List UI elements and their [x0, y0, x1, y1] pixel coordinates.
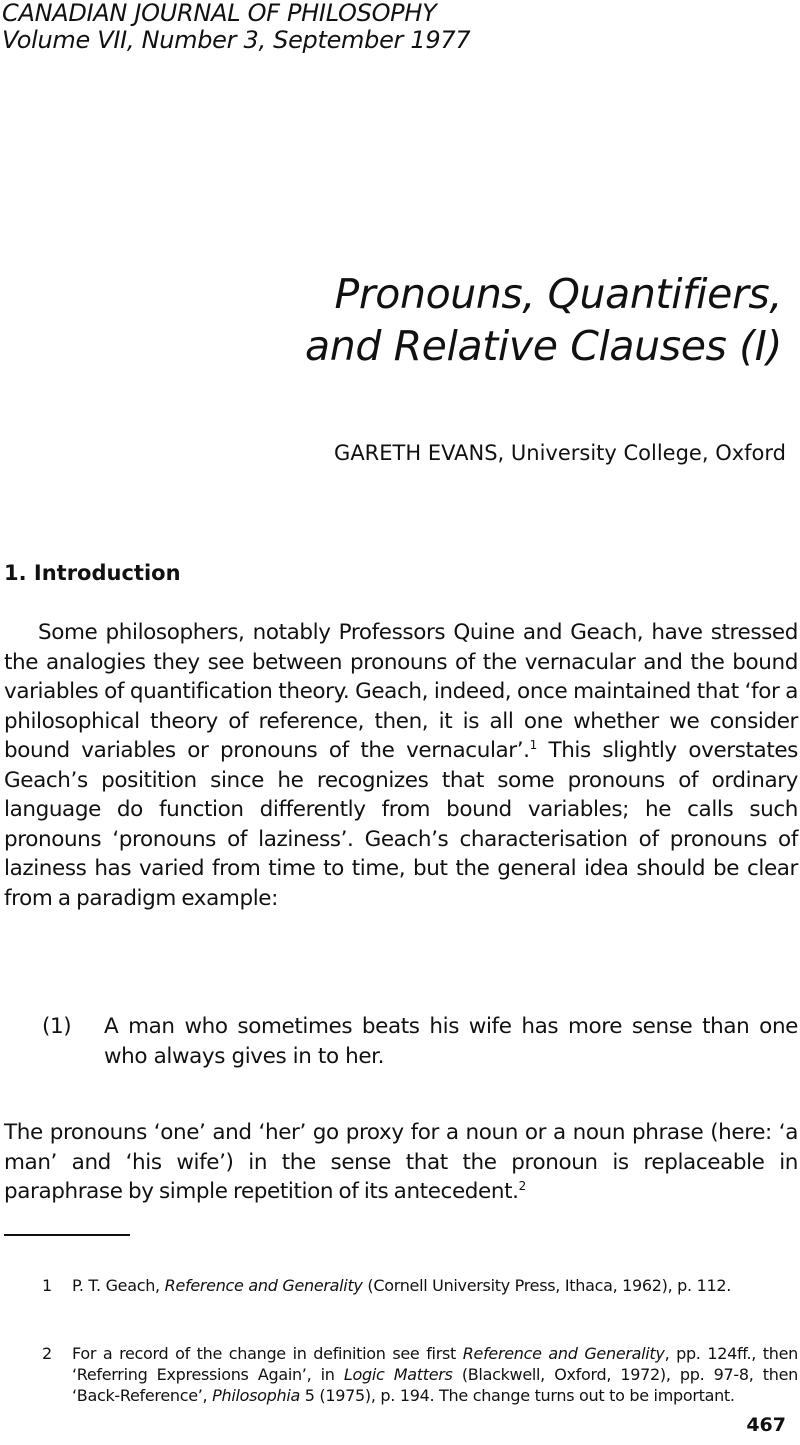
footnote-ref-1[interactable]: 1 — [529, 737, 537, 752]
paragraph-pronouns — [4, 1118, 798, 1207]
section-heading: 1. Introduction — [4, 561, 181, 585]
example-number: (1) — [42, 1014, 72, 1039]
journal-header — [2, 0, 470, 54]
footnote-ref-2[interactable]: 2 — [518, 1178, 526, 1193]
paragraph-2-text: The pronouns ‘one’ and ‘her’ go proxy for a noun or a noun phrase (here: ‘a man’ and ‘his wife’) in the sense that the pronoun is replaceable in paraphrase by simple repetition of its antecedent. — [4, 1120, 798, 1204]
footnote-1-book-title: Reference and Generality — [164, 1276, 363, 1295]
footnote-2-book-title-2: Logic Matters — [343, 1365, 453, 1384]
article-title-line-2: and Relative Clauses (I) — [305, 322, 782, 370]
paragraph-introduction — [4, 618, 798, 913]
journal-issue: Volume VII, Number 3, September 1977 — [2, 26, 471, 54]
paragraph-1-part-2: This slightly overstates Geach’s positition since he recognizes that some pronouns of ordinary language do function differently from bound variables; he calls such pronouns ‘pronouns of laziness’. Geach’s characterisation of pronouns of laziness has varied from time to time, but the general idea should be clear from a paradigm example: — [4, 738, 798, 911]
footnote-1-pre: P. T. Geach, — [72, 1276, 165, 1295]
article-author: GARETH EVANS, University College, Oxford — [334, 441, 786, 465]
footnote-2-journal-title: Philosophia — [212, 1386, 300, 1405]
footnote-1-post: (Cornell University Press, Ithaca, 1962), p. 112. — [362, 1276, 732, 1295]
footnote-2-number: 2 — [42, 1344, 52, 1363]
footnote-2-post: 5 (1975), p. 194. The change turns out to be important. — [299, 1386, 735, 1405]
footnote-2-mid-2: (Blackwell, Oxford, 1972), pp. 97-8, then ‘Back-Reference’, — [72, 1365, 798, 1405]
paragraph-1-part-1: Some philosophers, notably Professors Quine and Geach, have stressed the analogies they see between pronouns of the vernacular and the bound variables of quantification theory. Geach, indeed, once maintained that ‘for a philosophical theory of reference, then, it is all one whether we consider bound variables or pronouns of the vernacular’. — [4, 620, 798, 763]
footnote-divider — [4, 1234, 130, 1236]
article-title-line-1: Pronouns, Quantifiers, — [334, 270, 782, 318]
page-number: 467 — [746, 1414, 786, 1436]
footnote-2-pre: For a record of the change in definition see first — [72, 1344, 463, 1363]
example-text: A man who sometimes beats his wife has more sense than one who always gives in to her. — [104, 1014, 798, 1069]
article-title — [305, 268, 782, 372]
footnote-2-text — [72, 1343, 798, 1406]
footnote-2-mid-1: , pp. 124ff., then ‘Referring Expressions Again’, in — [72, 1344, 798, 1384]
journal-name: CANADIAN JOURNAL OF PHILOSOPHY — [2, 0, 437, 27]
footnote-1-text — [72, 1275, 798, 1296]
footnote-2-book-title-1: Reference and Generality — [462, 1344, 665, 1363]
footnote-1-number: 1 — [42, 1276, 52, 1295]
